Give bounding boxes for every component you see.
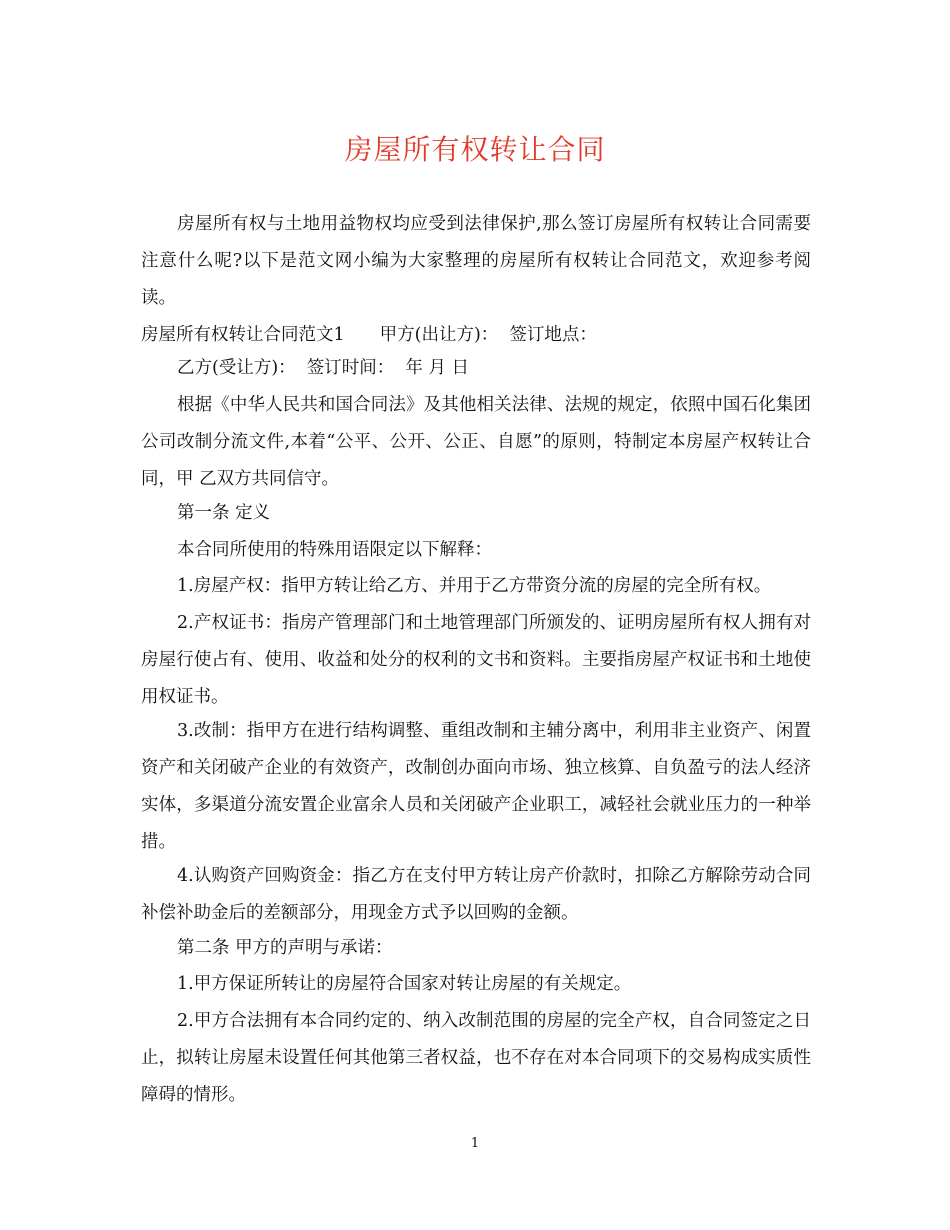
definition-4: 4.认购资产回购资金：指乙方在支付甲方转让房产价款时，扣除乙方解除劳动合同补偿补助金后的差额部分，用现金方式予以回购的金额。 (141, 866, 811, 923)
party-b-line: 乙方(受让方)： 签订时间： 年 月 日 (177, 358, 470, 378)
definition-1: 1.房屋产权：指甲方转让给乙方、并用于乙方带资分流的房屋的完全所有权。 (177, 576, 772, 596)
promise-2: 2.甲方合法拥有本合同约定的、纳入改制范围的房屋的完全产权，自合同签定之日止，拟转让房屋未设置任何其他第三者权益，也不存在对本合同项下的交易构成实质性障碍的情形。 (141, 1011, 811, 1105)
definition-3: 3.改制：指甲方在进行结构调整、重组改制和主辅分离中，利用非主业资产、闲置资产和关闭破产企业的有效资产，改制创办面向市场、独立核算、自负盈亏的法人经济实体，多渠道分流安置企业富余人员和关闭破产企业职工，减轻社会就业压力的一种举措。 (141, 721, 811, 852)
article-2-heading: 第二条 甲方的声明与承诺： (177, 938, 393, 958)
definition-2: 2.产权证书：指房产管理部门和土地管理部门所颁发的、证明房屋所有权人拥有对房屋行使占有、使用、收益和处分的权利的文书和资料。主要指房屋产权证书和土地使用权证书。 (141, 613, 811, 707)
article-1-intro: 本合同所使用的特殊用语限定以下解释： (177, 540, 492, 560)
intro-paragraph: 房屋所有权与土地用益物权均应受到法律保护,那么签订房屋所有权转让合同需要注意什么呢?以下是范文网小编为大家整理的房屋所有权转让合同范文，欢迎参考阅读。 (141, 214, 811, 308)
basis-paragraph: 根据《中华人民共和国合同法》及其他相关法律、法规的规定，依照中国石化集团公司改制分流文件,本着“公平、公开、公正、自愿”的原则，特制定本房屋产权转让合同，甲 乙双方共同信守。 (141, 395, 811, 489)
article-1-heading: 第一条 定义 (177, 503, 271, 523)
document-title: 房屋所有权转让合同 (344, 133, 606, 166)
page-number: 1 (470, 1136, 480, 1151)
promise-1: 1.甲方保证所转让的房屋符合国家对转让房屋的有关规定。 (177, 974, 632, 994)
sample-party-a-line: 房屋所有权转让合同范文1 甲方(出让方)： 签订地点： (141, 325, 597, 345)
